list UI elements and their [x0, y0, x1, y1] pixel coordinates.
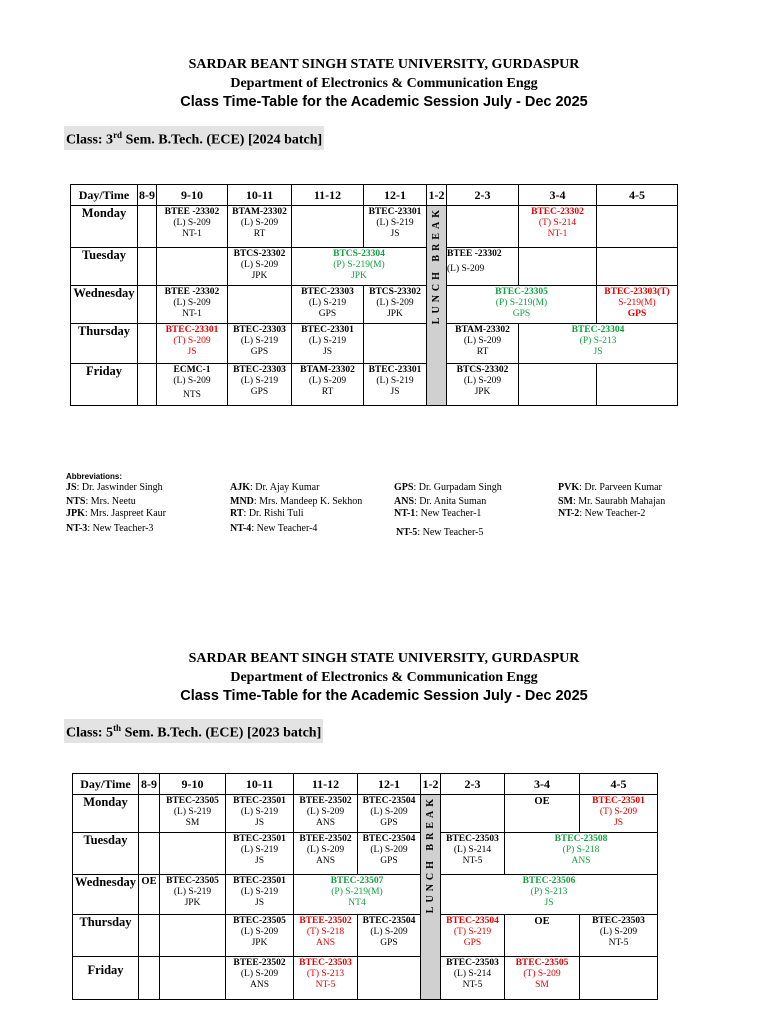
slot-cell: BTEC-23301 (L) S-219 JS — [364, 364, 427, 406]
abbr-item: MND: Mrs. Mandeep K. Sekhon — [230, 496, 363, 507]
slot-cell: BTEC-23504 (L) S-209 GPS — [358, 915, 421, 957]
lunch-break-column: LUNCH BREAK — [421, 795, 441, 1000]
abbr-item: AJK: Dr. Ajay Kumar — [230, 482, 320, 493]
empty-cell — [441, 795, 505, 833]
table-row — [73, 875, 658, 915]
slot-cell: BTEC-23303 (L) S-219 GPS — [228, 364, 292, 406]
col-header: 2-3 — [441, 774, 505, 795]
table-row — [73, 833, 658, 875]
empty-cell — [447, 206, 519, 248]
slot-cell: BTAM-23302 (L) S-209 RT — [228, 206, 292, 248]
empty-cell — [580, 957, 658, 1000]
class-label: Class: 3rd Sem. B.Tech. (ECE) [2024 batch] — [64, 126, 324, 150]
empty-cell — [292, 206, 364, 248]
slot-cell: BTEE -23302 (L) S-209 NT-1 — [157, 286, 228, 324]
col-header: 12-1 — [364, 185, 427, 206]
timetable-title: Class Time-Table for the Academic Session July - Dec 2025 — [180, 94, 588, 110]
col-header: 9-10 — [157, 185, 228, 206]
abbr-item: SM: Mr. Saurabh Mahajan — [558, 496, 666, 507]
department-name: Department of Electronics & Communication Engg — [230, 76, 538, 91]
abbr-item: NT-5: New Teacher-5 — [396, 527, 484, 538]
day-label: Tuesday — [71, 248, 138, 286]
slot-cell: BTEE-23502 (L) S-209 ANS — [294, 795, 358, 833]
col-header: Day/Time — [71, 185, 138, 206]
slot-cell: BTEC-23501 (T) S-209 JS — [580, 795, 658, 833]
table-row — [73, 795, 658, 833]
empty-cell — [138, 324, 157, 364]
department-name-2: Department of Electronics & Communication Engg — [230, 670, 538, 685]
slot-cell: BTEC-23301 (L) S-219 JS — [292, 324, 364, 364]
col-header: 8-9 — [138, 185, 157, 206]
empty-cell — [138, 248, 157, 286]
slot-cell: BTEC-23506 (P) S-213 JS — [441, 875, 658, 915]
empty-cell — [519, 364, 597, 406]
timetable-5th-sem — [72, 773, 658, 1000]
day-label: Wednesday — [71, 286, 138, 324]
abbr-item: NTS: Mrs. Neetu — [66, 496, 136, 507]
day-label: Wednesday — [73, 875, 139, 915]
col-header: 3-4 — [505, 774, 580, 795]
table-row — [71, 206, 678, 248]
slot-cell: BTEC-23503 (L) S-214 NT-5 — [441, 957, 505, 1000]
empty-cell — [160, 915, 226, 957]
timetable-title-2: Class Time-Table for the Academic Session July - Dec 2025 — [180, 688, 588, 704]
table-row — [71, 248, 678, 286]
col-header: 2-3 — [447, 185, 519, 206]
slot-cell: BTEC-23504 (L) S-209 GPS — [358, 795, 421, 833]
empty-cell — [139, 957, 160, 1000]
slot-cell: BTCS-23302 (L) S-209 JPK — [447, 364, 519, 406]
day-label: Thursday — [71, 324, 138, 364]
table-row — [71, 324, 678, 364]
abbr-item: PVK: Dr. Parveen Kumar — [558, 482, 662, 493]
empty-cell — [160, 833, 226, 875]
slot-cell: BTEC-23505 (L) S-219 JPK — [160, 875, 226, 915]
empty-cell — [228, 286, 292, 324]
slot-cell: ECMC-1 (L) S-209 NTS — [157, 364, 228, 406]
empty-cell — [139, 833, 160, 875]
day-label: Thursday — [73, 915, 139, 957]
slot-cell: BTEC-23501 (L) S-219 JS — [226, 833, 294, 875]
col-header: 12-1 — [358, 774, 421, 795]
slot-cell: BTEC-23504 (L) S-209 GPS — [358, 833, 421, 875]
abbr-item: NT-2: New Teacher-2 — [558, 508, 646, 519]
slot-cell: BTEC-23302 (T) S-214 NT-1 — [519, 206, 597, 248]
slot-cell: BTEC-23505 (L) S-209 JPK — [226, 915, 294, 957]
abbr-item: NT-4: New Teacher-4 — [230, 523, 318, 534]
slot-cell: BTEC-23501 (L) S-219 JS — [226, 795, 294, 833]
day-label: Friday — [73, 957, 139, 1000]
table-row — [73, 957, 658, 1000]
day-label: Monday — [71, 206, 138, 248]
col-header: 11-12 — [294, 774, 358, 795]
col-header: 4-5 — [597, 185, 678, 206]
abbr-item: ANS: Dr. Anita Suman — [394, 496, 487, 507]
col-header: 10-11 — [228, 185, 292, 206]
empty-cell — [519, 248, 597, 286]
slot-cell: OE — [505, 915, 580, 957]
table-row — [73, 915, 658, 957]
col-header: 9-10 — [160, 774, 226, 795]
slot-cell: BTEE -23302 (L) S-209 — [447, 248, 519, 286]
slot-cell: BTEC-23505 (L) S-219 SM — [160, 795, 226, 833]
slot-cell: BTEC-23501 (L) S-219 JS — [226, 875, 294, 915]
col-header: 8-9 — [139, 774, 160, 795]
slot-cell: BTCS-23302 (L) S-209 JPK — [228, 248, 292, 286]
empty-cell — [358, 957, 421, 1000]
class-label-2: Class: 5th Sem. B.Tech. (ECE) [2023 batch] — [64, 719, 323, 743]
empty-cell — [138, 286, 157, 324]
empty-cell — [597, 364, 678, 406]
col-header: Day/Time — [73, 774, 139, 795]
abbr-item: RT: Dr. Rishi Tuli — [230, 508, 304, 519]
empty-cell — [139, 915, 160, 957]
col-header: 1-2 — [427, 185, 447, 206]
slot-cell: BTEC-23301 (L) S-219 JS — [364, 206, 427, 248]
table-row — [71, 286, 678, 324]
header-row — [73, 774, 658, 795]
col-header: 10-11 — [226, 774, 294, 795]
abbr-item: JS: Dr. Jaswinder Singh — [66, 482, 163, 493]
slot-cell: BTEC-23303 (L) S-219 GPS — [228, 324, 292, 364]
slot-cell: BTCS-23304 (P) S-219(M) JPK — [292, 248, 427, 286]
abbr-item: NT-3: New Teacher-3 — [66, 523, 154, 534]
empty-cell — [139, 795, 160, 833]
slot-cell: BTEC-23504 (T) S-219 GPS — [441, 915, 505, 957]
empty-cell — [160, 957, 226, 1000]
slot-cell: BTEC-23303 (L) S-219 GPS — [292, 286, 364, 324]
slot-cell: BTEC-23508 (P) S-218 ANS — [505, 833, 658, 875]
slot-cell: BTAM-23302 (L) S-209 RT — [292, 364, 364, 406]
abbr-item: JPK: Mrs. Jaspreet Kaur — [66, 508, 166, 519]
col-header: 1-2 — [421, 774, 441, 795]
slot-cell: BTEE-23502 (L) S-209 ANS — [226, 957, 294, 1000]
empty-cell — [597, 248, 678, 286]
university-name: SARDAR BEANT SINGH STATE UNIVERSITY, GURDASPUR — [188, 57, 580, 72]
slot-cell: BTCS-23302 (L) S-209 JPK — [364, 286, 427, 324]
slot-cell: BTEC-23505 (T) S-209 SM — [505, 957, 580, 1000]
slot-cell: BTEC-23305 (P) S-219(M) GPS — [447, 286, 597, 324]
slot-cell: BTEC-23507 (P) S-219(M) NT4 — [294, 875, 421, 915]
slot-cell: BTEC-23503 (L) S-214 NT-5 — [441, 833, 505, 875]
timetable-3rd-sem — [70, 184, 678, 406]
slot-cell: BTAM-23302 (L) S-209 RT — [447, 324, 519, 364]
slot-cell: OE — [505, 795, 580, 833]
day-label: Tuesday — [73, 833, 139, 875]
slot-cell: BTEC-23503 (T) S-213 NT-5 — [294, 957, 358, 1000]
abbreviations-heading: Abbreviations: — [66, 472, 123, 481]
slot-cell: BTEE-23502 (L) S-209 ANS — [294, 833, 358, 875]
empty-cell — [138, 206, 157, 248]
slot-cell: BTEC-23301 (T) S-209 JS — [157, 324, 228, 364]
header-row — [71, 185, 678, 206]
slot-cell: BTEE -23302 (L) S-209 NT-1 — [157, 206, 228, 248]
col-header: 4-5 — [580, 774, 658, 795]
empty-cell — [597, 206, 678, 248]
slot-cell: BTEE-23502 (T) S-218 ANS — [294, 915, 358, 957]
col-header: 3-4 — [519, 185, 597, 206]
empty-cell — [138, 364, 157, 406]
empty-cell — [364, 324, 427, 364]
slot-cell: BTEC-23304 (P) S-213 JS — [519, 324, 678, 364]
slot-cell: BTEC-23303(T) S-219(M) GPS — [597, 286, 678, 324]
col-header: 11-12 — [292, 185, 364, 206]
table-row — [71, 364, 678, 406]
lunch-break-column: LUNCH BREAK — [427, 206, 447, 406]
empty-cell — [157, 248, 228, 286]
abbr-item: GPS: Dr. Gurpadam Singh — [394, 482, 502, 493]
university-name-2: SARDAR BEANT SINGH STATE UNIVERSITY, GURDASPUR — [188, 651, 580, 666]
day-label: Friday — [71, 364, 138, 406]
slot-cell: BTEC-23503 (L) S-209 NT-5 — [580, 915, 658, 957]
slot-cell: OE — [139, 875, 160, 915]
abbr-item: NT-1: New Teacher-1 — [394, 508, 482, 519]
day-label: Monday — [73, 795, 139, 833]
